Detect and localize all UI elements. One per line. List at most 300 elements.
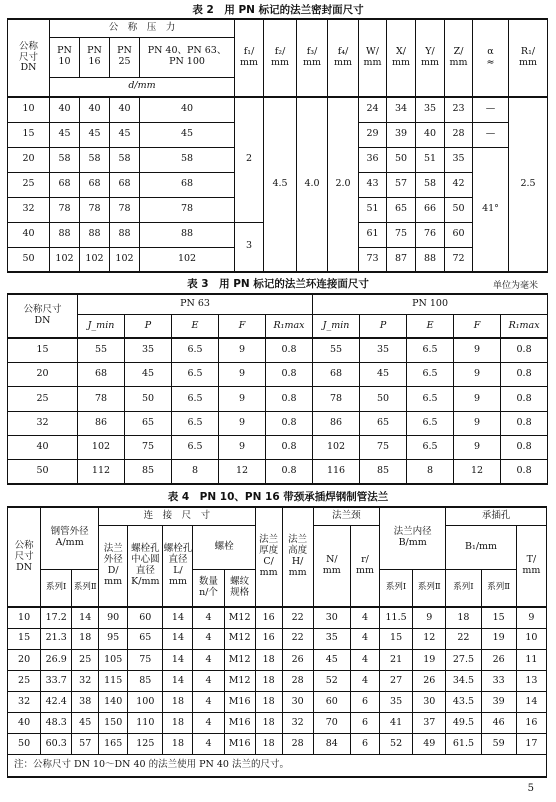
t2-cell: 15 [8,122,50,147]
t4-cell: 52 [380,734,413,755]
t4-cell: 4 [193,671,224,692]
t3-cell: 85 [360,460,407,484]
t4-cell: 4 [350,649,379,670]
t3-cell: 0.8 [266,363,313,387]
t2-cell: 45 [50,122,80,147]
t4-cell: 22 [282,607,313,628]
t3-cell: 0.8 [266,338,313,362]
t3-cell: 45 [360,363,407,387]
t4-cell: 4 [350,671,379,692]
t4-cell: 25 [72,649,99,670]
t4-cell: M12 [224,607,255,628]
t2-cell: 42 [445,172,473,197]
t3-cell: 68 [78,363,125,387]
t4-header-flange-od: 法兰 外径 D/ mm [99,525,128,607]
t4-cell: 52 [313,671,350,692]
t4-header-bolt-spec: 螺纹 规格 [224,569,255,607]
t4-cell: 57 [72,734,99,755]
t3-cell: 45 [125,363,172,387]
t3-cell: 0.8 [266,387,313,411]
t2-cell: 20 [8,147,50,172]
t4-cell: 105 [99,649,128,670]
t2-header-f3: f₃/ mm [297,19,328,97]
t3-cell: 6.5 [407,363,454,387]
t4-cell: 10 [516,628,546,649]
t2-f2-merged: 4.5 [264,97,297,272]
t2-cell: 39 [387,122,416,147]
t2-cell: 45 [80,122,110,147]
t4-cell: 32 [72,671,99,692]
t2-header-r1: R₁/ mm [509,19,548,97]
table-row [8,607,547,628]
t3-cell: 75 [125,435,172,459]
t3-sub-e: E [407,314,454,338]
table3-unit: 单位为毫米 [492,281,538,291]
t4-cell: 9 [516,607,546,628]
table-row [8,338,548,362]
t2-cell: 40 [8,222,50,247]
t4-cell: 40 [8,713,41,734]
t3-cell: 112 [78,460,125,484]
t3-sub-r1max: R₁max [501,314,548,338]
t3-cell: 25 [8,387,78,411]
t2-cell: 58 [110,147,140,172]
t4-cell: 6 [350,692,379,713]
t3-cell: 6.5 [172,387,219,411]
t2-cell: 68 [80,172,110,197]
t2-header-w: W/ mm [359,19,387,97]
t2-cell: 10 [8,97,50,122]
t3-sub-p: P [125,314,172,338]
t4-cell: 60.3 [41,734,72,755]
table-row [8,411,548,435]
t3-cell: 0.8 [501,411,548,435]
t3-cell: 86 [313,411,360,435]
t4-header-height: 法兰 高度 H/ mm [282,507,313,607]
t3-sub-jmin: J_min [313,314,360,338]
t4-header-t: T/ mm [516,525,546,607]
t4-cell: 125 [128,734,163,755]
t4-cell: 34.5 [446,671,481,692]
t4-cell: 32 [8,692,41,713]
t4-cell: 28 [282,671,313,692]
table-row [8,97,548,122]
t4-cell: 4 [193,692,224,713]
t2-cell: 75 [387,222,416,247]
t2-cell: 32 [8,197,50,222]
t2-header-y: Y/ mm [416,19,445,97]
t4-header-neck-n: N/ mm [313,525,350,607]
t4-cell: 16 [255,628,282,649]
t3-cell: 86 [78,411,125,435]
t3-sub-r1max: R₁max [266,314,313,338]
t2-cell: 40 [50,97,80,122]
t2-cell: 102 [80,247,110,272]
t3-sub-e: E [172,314,219,338]
t4-cell: 41 [380,713,413,734]
t2-header-f2: f₂/ mm [264,19,297,97]
t2-cell: 58 [50,147,80,172]
t4-cell: 14 [163,671,193,692]
t4-cell: 14 [163,607,193,628]
t2-cell: 102 [140,247,235,272]
t4-cell: 21.3 [41,628,72,649]
t3-cell: 102 [313,435,360,459]
t4-cell: 49 [413,734,446,755]
t2-cell: 88 [50,222,80,247]
t4-cell: 4 [193,713,224,734]
t4-cell: 17.2 [41,607,72,628]
t3-sub-f: F [454,314,501,338]
t2-cell: 57 [387,172,416,197]
t4-cell: 59 [481,734,516,755]
t3-header-dn: 公称尺寸 DN [8,294,78,338]
t4-cell: 39 [481,692,516,713]
t2-cell: 35 [416,97,445,122]
table3 [7,293,548,485]
t2-cell: 40 [140,97,235,122]
t2-cell: 51 [359,197,387,222]
t4-cell: 14 [163,628,193,649]
t4-cell: 60 [128,607,163,628]
t3-cell: 75 [360,435,407,459]
t3-cell: 9 [219,387,266,411]
t2-cell: 66 [416,197,445,222]
t3-cell: 6.5 [172,435,219,459]
table-row [8,460,548,484]
t3-sub-p: P [360,314,407,338]
t4-cell: 90 [99,607,128,628]
t4-header-socket: 承插孔 [446,507,547,525]
t3-cell: 0.8 [501,460,548,484]
t2-cell: 68 [110,172,140,197]
t4-header-b1-series2: 系列Ⅱ [481,569,516,607]
t2-header-pn25: PN 25 [110,37,140,77]
t2-cell: 23 [445,97,473,122]
t2-cell: 88 [140,222,235,247]
table2 [7,18,548,273]
t2-cell: 78 [80,197,110,222]
t4-cell: 30 [413,692,446,713]
t4-header-bore-series2: 系列Ⅱ [413,569,446,607]
t4-cell: M16 [224,734,255,755]
t4-cell: 110 [128,713,163,734]
t4-cell: 60 [313,692,350,713]
t3-cell: 9 [454,435,501,459]
t3-cell: 0.8 [501,387,548,411]
t3-cell: 6.5 [407,338,454,362]
t2-cell: 88 [110,222,140,247]
t4-cell: 13 [516,671,546,692]
t4-cell: M16 [224,713,255,734]
t4-cell: 4 [193,607,224,628]
t2-cell: 65 [387,197,416,222]
t4-cell: 4 [193,734,224,755]
t2-cell: 68 [50,172,80,197]
t4-cell: 84 [313,734,350,755]
t3-cell: 9 [454,363,501,387]
t2-cell: 50 [8,247,50,272]
t4-cell: 33 [481,671,516,692]
t2-cell: 73 [359,247,387,272]
t2-cell: 78 [50,197,80,222]
t4-cell: 4 [193,628,224,649]
table-row [8,671,547,692]
t3-cell: 20 [8,363,78,387]
t4-cell: 45 [72,713,99,734]
table-row [8,713,547,734]
t4-cell: 19 [481,628,516,649]
t4-cell: 165 [99,734,128,755]
t2-cell: 78 [140,197,235,222]
t4-header-dn: 公称 尺寸 DN [8,507,41,607]
t4-cell: 35 [380,692,413,713]
t2-cell: 28 [445,122,473,147]
t2-cell: 87 [387,247,416,272]
t4-cell: 22 [446,628,481,649]
t4-cell: 16 [255,607,282,628]
t4-cell: M12 [224,671,255,692]
t2-cell: 40 [80,97,110,122]
t4-cell: 42.4 [41,692,72,713]
t3-cell: 8 [407,460,454,484]
t2-header-pressure: 公 称 压 力 [50,19,235,37]
t4-cell: 14 [163,649,193,670]
t4-cell: 15 [481,607,516,628]
t4-cell: 95 [99,628,128,649]
t4-cell: 61.5 [446,734,481,755]
t2-header-alpha: α ≈ [473,19,509,97]
t2-cell: 68 [140,172,235,197]
t4-cell: 18 [163,713,193,734]
t4-cell: 12 [413,628,446,649]
t4-cell: 6 [350,713,379,734]
t3-cell: 55 [313,338,360,362]
t4-header-bore: 法兰内径 B/mm [380,507,446,569]
t4-cell: 37 [413,713,446,734]
table3-title: 表 3 用 PN 标记的法兰环连接面尺寸 [187,278,369,290]
t3-cell: 6.5 [407,411,454,435]
t3-cell: 0.8 [266,411,313,435]
t4-cell: 22 [282,628,313,649]
t4-cell: 48.3 [41,713,72,734]
t4-cell: 18 [255,692,282,713]
t4-cell: 18 [255,671,282,692]
t4-cell: 26.9 [41,649,72,670]
t3-header-pn100: PN 100 [313,294,548,314]
t4-cell: 11.5 [380,607,413,628]
t3-cell: 32 [8,411,78,435]
t3-cell: 35 [125,338,172,362]
t4-cell: 140 [99,692,128,713]
t2-cell: — [473,97,509,122]
t2-f1-merged-b: 3 [235,222,264,272]
t2-cell: 24 [359,97,387,122]
t4-cell: 26 [282,649,313,670]
t4-cell: 14 [516,692,546,713]
t4-cell: 16 [516,713,546,734]
page-number: 5 [527,783,534,794]
t4-header-neck-r: r/ mm [350,525,379,607]
t3-cell: 78 [78,387,125,411]
t2-cell: 29 [359,122,387,147]
t4-cell: 18 [255,649,282,670]
t3-cell: 0.8 [501,338,548,362]
t4-cell: 49.5 [446,713,481,734]
t3-cell: 50 [360,387,407,411]
t2-header-f1: f₁/ mm [235,19,264,97]
t4-cell: 18 [163,692,193,713]
t4-cell: 26 [481,649,516,670]
t4-cell: 17 [516,734,546,755]
t4-cell: M16 [224,692,255,713]
t2-cell: 45 [110,122,140,147]
table-row [8,387,548,411]
t4-header-bolt-n: 数量 n/个 [193,569,224,607]
t3-cell: 15 [8,338,78,362]
t2-cell: 76 [416,222,445,247]
table-row [8,649,547,670]
t4-cell: 150 [99,713,128,734]
t4-cell: 18 [72,628,99,649]
t4-cell: 85 [128,671,163,692]
t4-header-b1-series1: 系列Ⅰ [446,569,481,607]
t4-cell: 115 [99,671,128,692]
t4-cell: 4 [350,628,379,649]
t2-r1-merged: 2.5 [509,97,548,272]
t4-header-bolt-circle: 螺栓孔 中心圆 直径 K/mm [128,525,163,607]
t2-cell: 58 [80,147,110,172]
t2-cell: 40 [416,122,445,147]
t2-cell: 102 [50,247,80,272]
t3-cell: 9 [219,338,266,362]
t2-cell: 50 [445,197,473,222]
t3-cell: 0.8 [501,435,548,459]
t4-cell: 27 [380,671,413,692]
t3-cell: 0.8 [266,435,313,459]
t4-cell: 4 [350,607,379,628]
t2-cell: 88 [416,247,445,272]
t3-cell: 65 [125,411,172,435]
t4-cell: 32 [282,713,313,734]
table2-title: 表 2 用 PN 标记的法兰密封面尺寸 [192,4,364,16]
t3-cell: 8 [172,460,219,484]
t4-cell: 46 [481,713,516,734]
t2-header-pn16: PN 16 [80,37,110,77]
t4-cell: 75 [128,649,163,670]
t4-cell: 15 [8,628,41,649]
t2-cell: 78 [110,197,140,222]
t2-cell: 34 [387,97,416,122]
t4-cell: 38 [72,692,99,713]
t2-header-x: X/ mm [387,19,416,97]
t2-cell: 58 [416,172,445,197]
t4-cell: 9 [413,607,446,628]
t3-cell: 9 [219,363,266,387]
t2-cell: — [473,122,509,147]
t4-cell: 4 [193,649,224,670]
t4-cell: 43.5 [446,692,481,713]
t2-cell: 25 [8,172,50,197]
t4-cell: 26 [413,671,446,692]
t4-header-bore-series1: 系列Ⅰ [380,569,413,607]
t4-cell: 27.5 [446,649,481,670]
t4-header-pipe-od: 钢管外径 A/mm [41,507,99,569]
table4 [7,506,547,778]
t4-cell: 65 [128,628,163,649]
t4-cell: 28 [282,734,313,755]
t3-cell: 6.5 [172,363,219,387]
t3-sub-jmin: J_min [78,314,125,338]
t3-cell: 6.5 [407,387,454,411]
t3-cell: 50 [8,460,78,484]
t2-cell: 36 [359,147,387,172]
t2-cell: 50 [387,147,416,172]
t3-cell: 50 [125,387,172,411]
t4-header-bolt: 螺栓 [193,525,255,569]
t2-cell: 40 [110,97,140,122]
t2-cell: 60 [445,222,473,247]
t3-cell: 6.5 [407,435,454,459]
t4-cell: 30 [313,607,350,628]
t2-cell: 72 [445,247,473,272]
t4-cell: 20 [8,649,41,670]
t3-cell: 9 [219,411,266,435]
t4-cell: 18 [163,734,193,755]
t4-cell: 19 [413,649,446,670]
table4-title: 表 4 PN 10、PN 16 带颈承插焊钢制管法兰 [167,491,389,503]
t3-cell: 0.8 [501,363,548,387]
t2-alpha-merged: 41° [473,147,509,272]
t2-f4-merged: 2.0 [328,97,359,272]
t2-cell: 61 [359,222,387,247]
table-row [8,734,547,755]
t3-cell: 78 [313,387,360,411]
t4-cell: 45 [313,649,350,670]
table-row [8,692,547,713]
t3-cell: 6.5 [172,411,219,435]
t3-cell: 0.8 [266,460,313,484]
t3-cell: 9 [454,411,501,435]
t3-header-pn63: PN 63 [78,294,313,314]
t3-cell: 85 [125,460,172,484]
t3-cell: 102 [78,435,125,459]
t3-sub-f: F [219,314,266,338]
t2-f3-merged: 4.0 [297,97,328,272]
t4-cell: 6 [350,734,379,755]
t2-header-pn40: PN 40、PN 63、 PN 100 [140,37,235,77]
t4-cell: 25 [8,671,41,692]
t4-header-b1: B₁/mm [446,525,516,569]
t3-cell: 116 [313,460,360,484]
t4-cell: 14 [72,607,99,628]
t4-header-series1: 系列Ⅰ [41,569,72,607]
t4-cell: M12 [224,628,255,649]
t2-cell: 43 [359,172,387,197]
t3-cell: 12 [454,460,501,484]
t4-cell: 11 [516,649,546,670]
t4-header-bolt-hole: 螺栓孔 直径 L/ mm [163,525,193,607]
t2-cell: 35 [445,147,473,172]
t4-cell: 18 [255,734,282,755]
t4-cell: 100 [128,692,163,713]
t3-cell: 12 [219,460,266,484]
t3-cell: 9 [454,387,501,411]
t4-cell: 18 [255,713,282,734]
t4-note: 注：公称尺寸 DN 10～DN 40 的法兰使用 PN 40 法兰的尺寸。 [8,755,547,777]
t2-header-z: Z/ mm [445,19,473,97]
t4-cell: 50 [8,734,41,755]
